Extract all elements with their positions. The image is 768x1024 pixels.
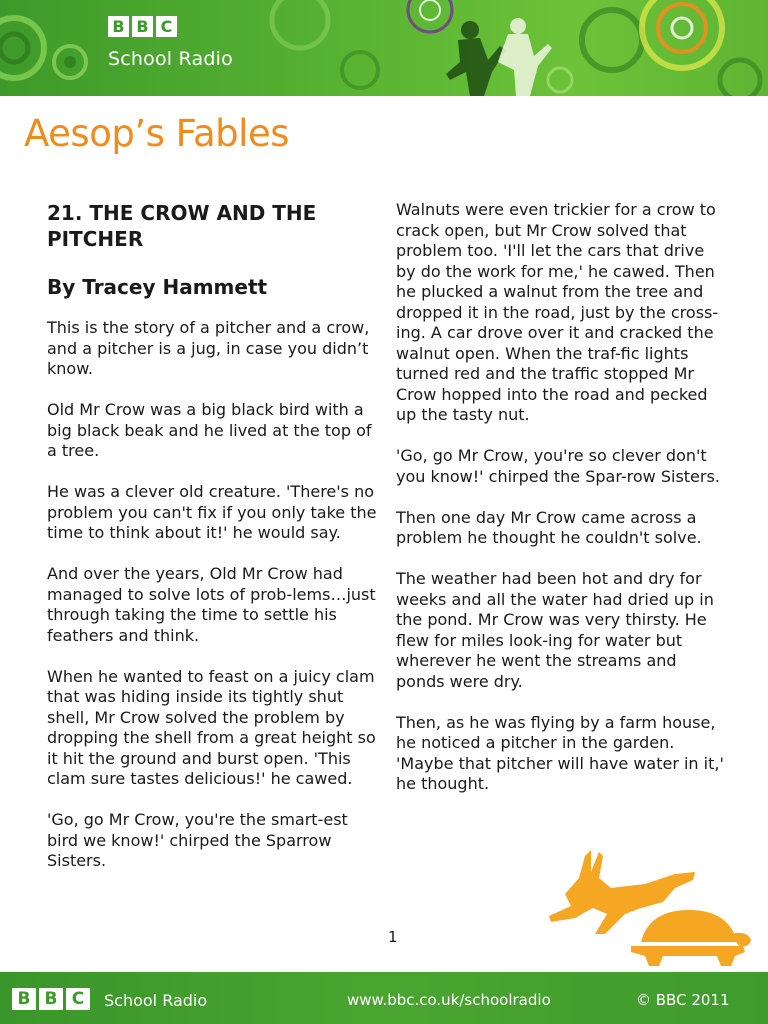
story-paragraph: Then, as he was flying by a farm house, he noticed a pitcher in the garden. 'Maybe that pitcher will have water in it,' he thought. — [396, 712, 724, 793]
page-number: 1 — [388, 928, 398, 946]
bbc-logo-letter: C — [66, 988, 90, 1010]
footer-copyright: © BBC 2011 — [636, 991, 730, 1009]
story-paragraph: He was a clever old creature. 'There's no problem you can't fix if you only take the time to think about it!' he would say. — [47, 482, 377, 542]
story-column-right — [396, 200, 726, 815]
footer-bbc-logo[interactable] — [12, 988, 90, 1010]
footer-url-link[interactable]: www.bbc.co.uk/schoolradio — [347, 991, 551, 1009]
footer-bar — [0, 972, 768, 1024]
story-paragraph: Then one day Mr Crow came across a problem he thought he couldn't solve. — [396, 507, 702, 547]
story-title: 21. THE CROW AND THE PITCHER — [47, 201, 317, 251]
story-column-left — [47, 200, 377, 892]
bbc-logo-letter: B — [108, 16, 129, 37]
bbc-logo-letter: B — [39, 988, 63, 1010]
bbc-logo-letter: B — [12, 988, 36, 1010]
story-paragraph: 'Go, go Mr Crow, you're the smart-est bird we know!' chirped the Sparrow Sisters. — [47, 810, 348, 870]
story-paragraph: This is the story of a pitcher and a crow, and a pitcher is a jug, in case you didn’t know. — [47, 318, 370, 378]
bbc-logo-letter: B — [132, 16, 153, 37]
story-paragraph: Walnuts were even trickier for a crow to crack open, but Mr Crow solved that problem too. 'I'll let the cars that drive by do the work for me,' he cawed. Then he plucked a walnut from the tree and dropped it in the road, just by the cross-ing. A car drove over it and cracked the walnut open. When the traf-fic lights turned red and the traffic stopped Mr Crow hopped into the road and pecked up the tasty nut. — [396, 200, 719, 424]
story-paragraph: The weather had been hot and dry for weeks and all the water had dried up in the pond. Mr Crow was very thirsty. He flew for miles look-ing for water but wherever he went the streams and ponds were dry. — [396, 569, 714, 691]
page-title: Aesop’s Fables — [24, 112, 289, 155]
footer-title: School Radio — [104, 991, 208, 1010]
bbc-logo-letter: C — [156, 16, 177, 37]
story-paragraph: And over the years, Old Mr Crow had managed to solve lots of prob-lems…just through taking the time to settle his feathers and think. — [47, 564, 376, 645]
story-byline: By Tracey Hammett — [47, 275, 268, 299]
header-title: School Radio — [108, 48, 233, 70]
story-paragraph: When he wanted to feast on a juicy clam that was hiding inside its tightly shut shell, Mr Crow solved the problem by dropping the shell from a great height so it hit the ground and burst open. 'This clam sure tastes delicious!' he cawed. — [47, 666, 376, 788]
story-paragraph: 'Go, go Mr Crow, you're so clever don't you know!' chirped the Spar-row Sisters. — [396, 446, 720, 486]
story-paragraph: Old Mr Crow was a big black bird with a big black beak and he lived at the top of a tree. — [47, 400, 372, 460]
header-banner — [0, 0, 768, 96]
hare-and-tortoise-illustration — [545, 838, 755, 968]
bbc-logo[interactable] — [108, 16, 177, 37]
